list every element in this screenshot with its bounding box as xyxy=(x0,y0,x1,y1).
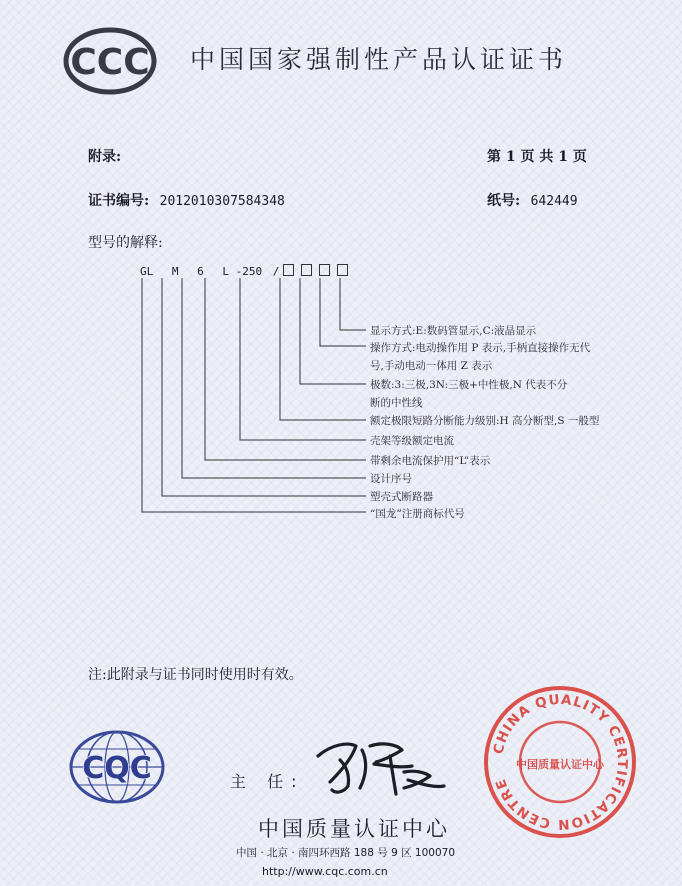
connector-operation xyxy=(320,278,366,346)
validity-note: 注:此附录与证书同时使用时有效。 xyxy=(88,667,303,683)
connector-design xyxy=(182,278,366,478)
cert-number-label: 证书编号: xyxy=(88,193,150,209)
connector-current xyxy=(240,278,366,440)
model-part-slash: / xyxy=(272,265,280,278)
connector-brand xyxy=(142,278,366,512)
model-part-brand: GL xyxy=(140,265,154,278)
cqc-logo-text: CQC xyxy=(82,751,152,786)
model-part-current: -250 xyxy=(235,265,263,278)
connector-residual xyxy=(205,278,366,460)
center-address: 中国 · 北京 · 南四环西路 188 号 9 区 100070 xyxy=(236,847,456,859)
official-seal xyxy=(480,682,640,842)
paper-number: 642449 xyxy=(530,194,578,209)
cqc-logo xyxy=(66,727,168,807)
director-signature xyxy=(312,736,452,800)
explanation-operation: 操作方式:电动操作用 P 表示,手柄直接操作无代 xyxy=(370,342,591,354)
cert-number: 2012010307584348 xyxy=(159,194,285,209)
explanation-design: 设计序号 xyxy=(370,473,412,485)
model-explanation-title: 型号的解释: xyxy=(88,235,163,251)
connector-poles xyxy=(300,278,366,384)
paper-number-label: 纸号: xyxy=(487,193,521,209)
connector-breaking xyxy=(280,278,366,420)
explanation-residual: 带剩余电流保护用“L”表示 xyxy=(370,455,491,467)
connector-display xyxy=(340,278,366,330)
seal-inner-text: 中国质量认证中心 xyxy=(516,758,604,771)
explanation-display: 显示方式:E:数码管显示,C:液晶显示 xyxy=(370,325,537,337)
certificate-title: 中国国家强制性产品认证证书 xyxy=(190,45,568,74)
explanation-current: 壳架等级额定电流 xyxy=(370,435,454,447)
center-website: http://www.cqc.com.cn xyxy=(262,865,388,878)
explanation-breaking: 额定极限短路分断能力级别:H 高分断型,S 一般型 xyxy=(370,415,600,427)
connector-type xyxy=(162,278,366,496)
issuing-center-name: 中国质量认证中心 xyxy=(258,817,450,841)
page-info: 第 1 页 共 1 页 xyxy=(487,149,587,165)
director-label: 主 任: xyxy=(230,772,305,791)
explanation-brand: “国龙”注册商标代号 xyxy=(370,508,465,520)
explanation-poles-cont: 断的中性线 xyxy=(370,397,423,409)
appendix-label: 附录: xyxy=(88,149,122,165)
model-part-residual: L xyxy=(222,265,229,278)
explanation-type: 塑壳式断路器 xyxy=(370,491,433,503)
explanation-poles: 极数:3:三极,3N:三极+中性极,N 代表不分 xyxy=(370,379,568,391)
model-part-type: M xyxy=(171,265,179,278)
ccc-logo-text: CCC xyxy=(70,42,150,83)
seal-outer-text: CHINA QUALITY CERTIFICATION CENTRE xyxy=(490,691,631,833)
model-part-design: 6 xyxy=(197,265,204,278)
explanation-operation-cont: 号,手动电动一体用 Z 表示 xyxy=(370,360,493,372)
